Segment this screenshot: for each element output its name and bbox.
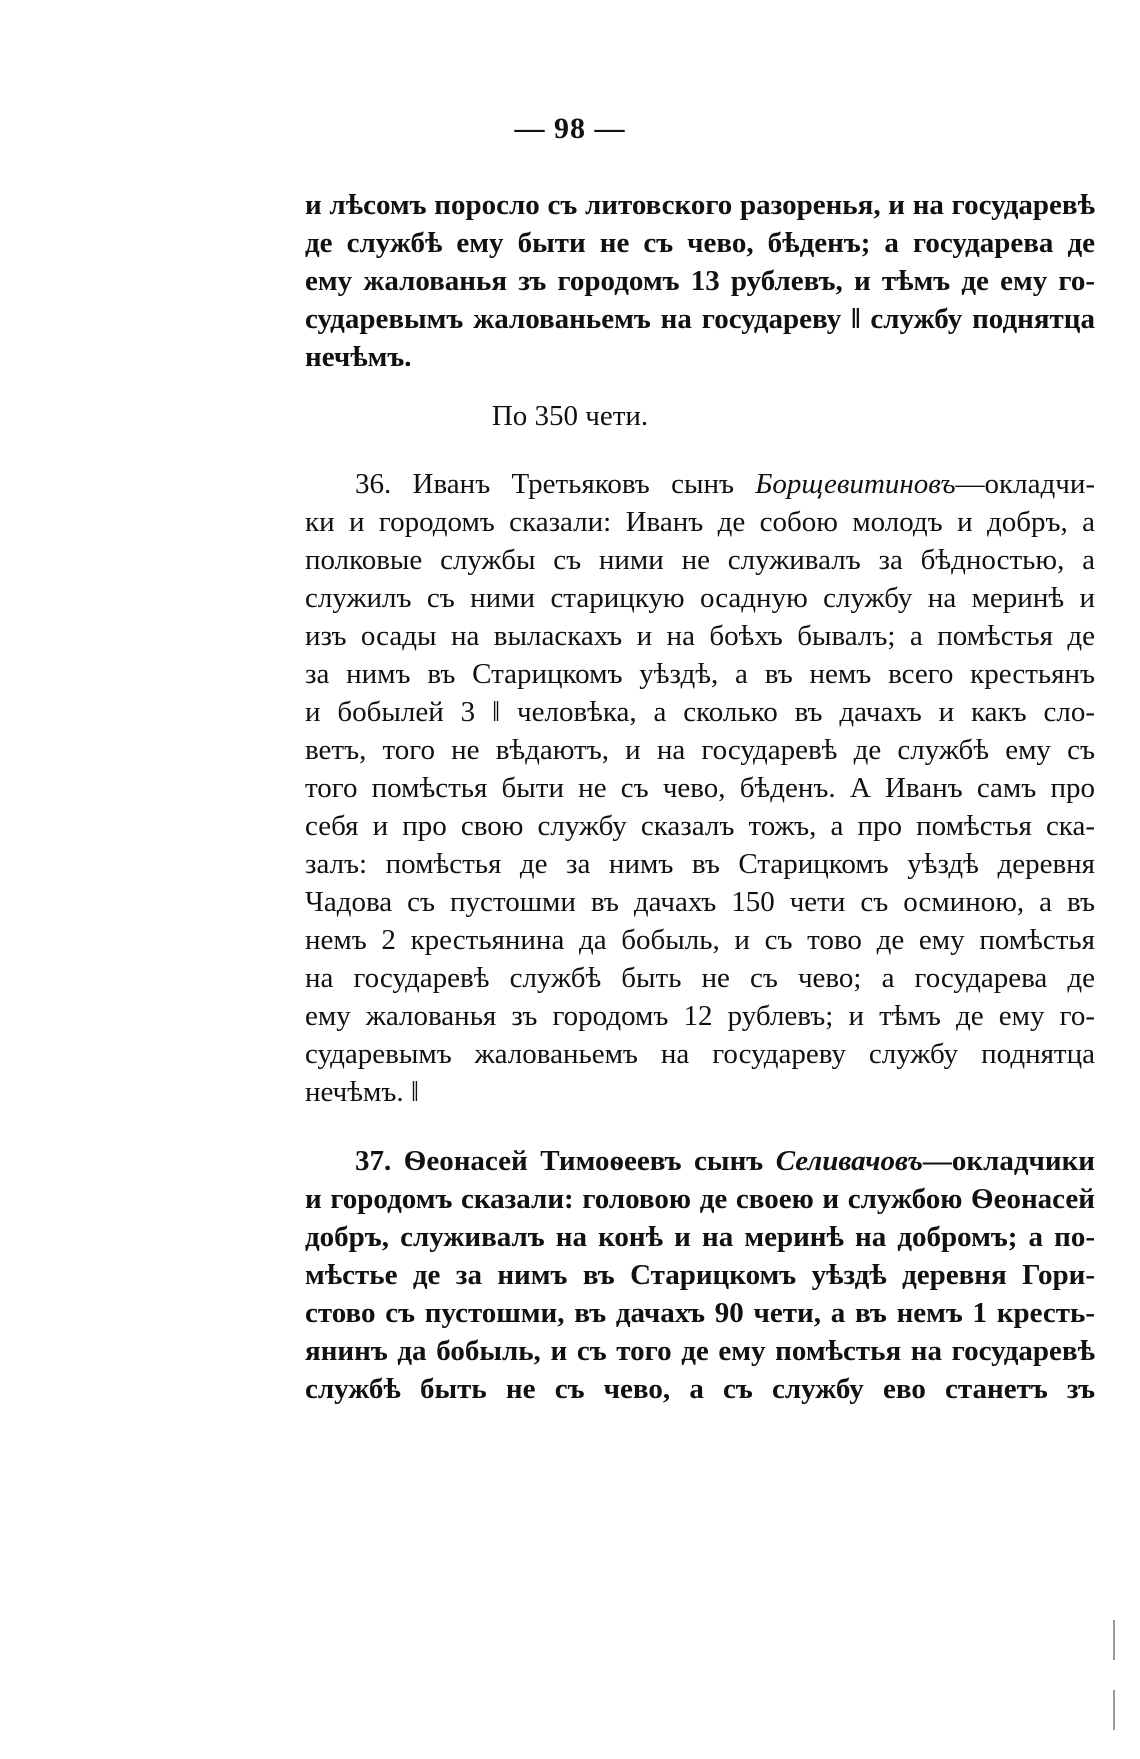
text-line: мѣстье де за нимъ въ Старицкомъ уѣздѣ деревня Гори- [305, 1259, 1095, 1291]
entry-surname: Селивачовъ [775, 1145, 923, 1177]
text-line: сударевымъ жалованьемъ на государеву ‖ службу поднятца [305, 303, 1095, 335]
text-line: служилъ съ ними старицкую осадную службу на меринѣ и [305, 582, 1095, 614]
text-line: нечѣмъ. [305, 341, 412, 373]
entry-first-line [305, 1142, 1095, 1180]
entry-line-rest: —окладчи- [955, 468, 1095, 500]
continuation-paragraph [305, 186, 1095, 376]
entry-36 [305, 465, 1095, 1111]
text-line: сударевымъ жалованьемъ на государеву службу поднятца [305, 1038, 1095, 1070]
text-line: ему жалованья зъ городомъ 12 рублевъ; и тѣмъ де ему го- [305, 1000, 1095, 1032]
text-line: себя и про свою службу сказалъ тожъ, а про помѣстья ска- [305, 810, 1095, 842]
entry-number: 36. [355, 468, 392, 500]
text-line: ветъ, того не вѣдаютъ, и на государевѣ де службѣ ему съ [305, 734, 1095, 766]
text-line: полковые службы съ ними не служивалъ за бѣдностью, а [305, 544, 1095, 576]
text-line: изъ осады на выласкахъ и на боѣхъ бывалъ; а помѣстья де [305, 620, 1095, 652]
text-line: и бобылей 3 ‖ человѣка, а сколько въ дачахъ и какъ сло- [305, 696, 1095, 728]
text-line: того помѣстья быти не съ чево, бѣденъ. А Иванъ самъ про [305, 772, 1095, 804]
section-subheading: По 350 чети. [491, 400, 649, 432]
text-line: немъ 2 крестьянина да бобыль, и съ тово де ему помѣстья [305, 924, 1095, 956]
text-line: за нимъ въ Старицкомъ уѣздѣ, а въ немъ всего крестьянъ [305, 658, 1095, 690]
entry-line-rest: —окладчики [922, 1145, 1096, 1177]
text-line: на государевѣ службѣ быть не съ чево; а государева де [305, 962, 1095, 994]
text-line: залъ: помѣстья де за нимъ въ Старицкомъ уѣздѣ деревня [305, 848, 1095, 880]
text-line: службѣ быть не съ чево, а съ службу ево станетъ зъ [305, 1373, 1095, 1405]
entry-name: Ѳеонасей Тимоѳеевъ сынъ [403, 1145, 764, 1177]
text-line: и городомъ сказали: головою де своею и службою Ѳеонасей [305, 1183, 1095, 1215]
text-line: Чадова съ пустошми въ дачахъ 150 чети съ осминою, а въ [305, 886, 1095, 918]
text-line: стово съ пустошми, въ дачахъ 90 чети, а въ немъ 1 кресть- [305, 1297, 1095, 1329]
text-line: добръ, служивалъ на конѣ и на меринѣ на добромъ; а по- [305, 1221, 1095, 1253]
text-line: нечѣмъ. ‖ [305, 1076, 419, 1108]
page-number: — 98 — [514, 112, 626, 145]
text-line: ки и городомъ сказали: Иванъ де собою молодъ и добръ, а [305, 506, 1095, 538]
text-line: и лѣсомъ поросло съ литовского разоренья, и на государевѣ [305, 189, 1095, 221]
text-line: де службѣ ему быти не съ чево, бѣденъ; а государева де [305, 227, 1095, 259]
scan-artifact [1113, 1620, 1115, 1660]
entry-first-line [305, 465, 1095, 503]
entry-37 [305, 1142, 1095, 1408]
scan-artifact [1113, 1690, 1115, 1730]
text-line: ему жалованья зъ городомъ 13 рублевъ, и тѣмъ де ему го- [305, 265, 1095, 297]
entry-surname: Борщевитиновъ [755, 468, 956, 500]
text-line: янинъ да бобыль, и съ того де ему помѣстья на государевѣ [305, 1335, 1095, 1367]
entry-name: Иванъ Третьяковъ сынъ [412, 468, 734, 500]
entry-number: 37. [355, 1145, 392, 1177]
